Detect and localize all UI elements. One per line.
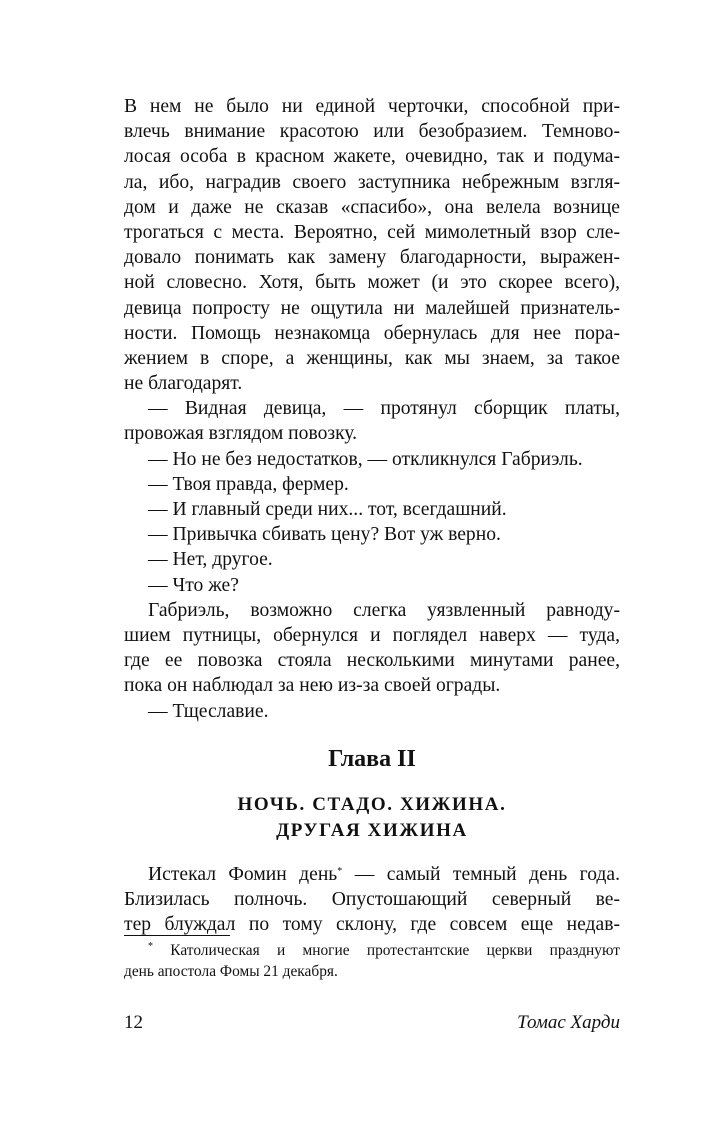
paragraph-gabriel [124,598,620,699]
text-line: ной словесно. Хотя, быть может (и это скорее всего), [124,272,620,294]
page-number: 12 [124,1012,143,1033]
chapter-subtitle-line: ДРУГАЯ ХИЖИНА [276,819,468,841]
text-span: — самый темный день года. [342,863,621,885]
text-line: пока он наблюдал за нею из-за своей ограды. [124,675,501,697]
text-line: довало понимать как замену благодарности, выражен- [124,247,620,269]
text-line: — Видная девица, — протянул сборщик платы, [148,398,620,420]
footnote-text: Католическая и многие протестантские церкви празднуют [153,942,620,959]
text-line [124,862,620,887]
dialogue-block [124,447,620,598]
chapter-title: Глава II [328,745,416,772]
paragraph-chapter-opening [124,862,620,938]
dialogue-line-final: — Тщеславие. [148,700,269,722]
dialogue-line: — Твоя правда, фермер. [148,473,349,495]
footnote-divider [124,935,230,936]
text-line: жением в споре, а женщины, как мы знаем, за такое [124,347,620,369]
chapter-subtitle [124,792,620,844]
text-line: трогаться с места. Вероятно, сей мимолетный взор сле- [124,221,620,243]
paragraph-description [124,94,620,396]
text-line: лосая особа в красном жакете, очевидно, так и подума- [124,146,620,168]
text-line: ла, ибо, наградив своего заступника небрежным взгля- [124,171,620,193]
text-line: девица попросту не ощутила ни малейшей признатель- [124,297,620,319]
text-span: Истекал Фомин день [148,863,338,885]
text-line: дом и даже не сказав «спасибо», она велела вознице [124,196,620,218]
footnote-mark[interactable]: * [337,865,343,877]
paragraph-toll-keeper [124,396,620,446]
text-line: где ее повозка стояла несколькими минутами ранее, [124,650,620,672]
footnote-line [124,940,620,961]
text-line: провожая взглядом повозку. [124,423,358,445]
dialogue-line: — Что же? [148,574,239,596]
book-page-text [124,94,620,937]
footnote [124,940,620,982]
text-line: не благодарят. [124,373,243,395]
dialogue-line: — И главный среди них... тот, всегдашний. [148,499,507,520]
text-line: Габриэль, возможно слегка уязвленный равноду- [148,599,620,621]
dialogue-line: — Но не без недостатков, — откликнулся Габриэль. [148,448,583,470]
text-line: ности. Помощь незнакомца обернулась для нее пора- [124,322,620,344]
text-line: тер блуждал по тому склону, где совсем еще недав- [124,914,620,936]
footnote-line: день апостола Фомы 21 декабря. [124,963,338,980]
chapter-subtitle-line: НОЧЬ. СТАДО. ХИЖИНА. [237,793,507,815]
text-line: шием путницы, обернулся и поглядел наверх — туда, [124,624,620,646]
text-line: Близилась полночь. Опустошающий северный ве- [124,888,620,910]
dialogue-line: — Нет, другое. [148,549,273,571]
text-line: влечь внимание красотою или безобразием. Темново- [124,121,620,143]
text-line: В нем не было ни единой черточки, способной при- [124,96,620,117]
footnote-mark: * [148,941,153,952]
running-footer-author: Томас Харди [517,1012,620,1033]
dialogue-line: — Привычка сбивать цену? Вот уж верно. [148,524,501,546]
